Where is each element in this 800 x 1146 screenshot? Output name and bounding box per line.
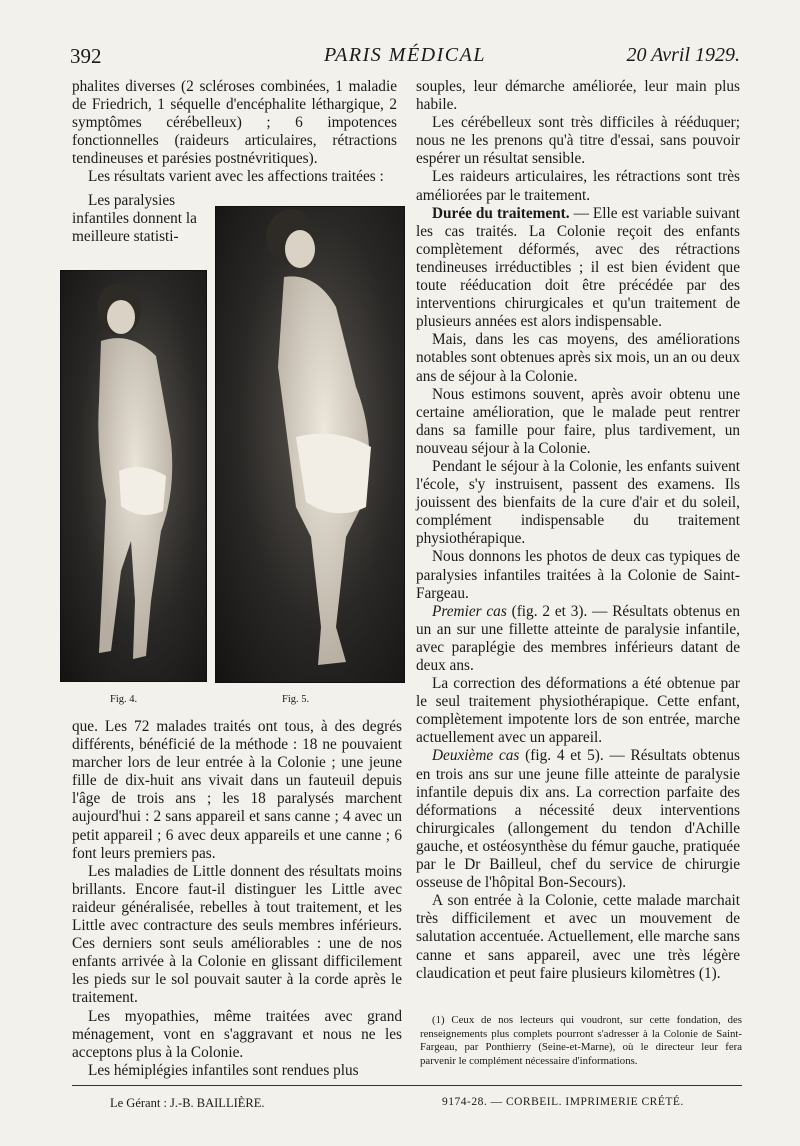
paragraph: Les paralysies infantiles donnent la meilleure statisti- <box>72 192 197 246</box>
footer-rule <box>72 1085 742 1086</box>
paragraph: A son entrée à la Colonie, cette malade marchait très difficilement et avec un mouvement de salutation accentuée. Actuellement, elle marche sans canne et sans appareil, avec une très légère claudication et peut faire plusieurs kilomètres (1). <box>416 892 740 982</box>
paragraph: Mais, dans les cas moyens, des améliorations notables sont obtenues après six mois, un an ou deux ans de séjour à la Colonie. <box>416 331 740 385</box>
paragraph: Nous donnons les photos de deux cas typiques de paralysies infantiles traitées à la Colonie de Saint-Fargeau. <box>416 548 740 602</box>
right-column <box>416 78 740 983</box>
figure-5-caption: Fig. 5. <box>282 694 310 705</box>
paragraph: La correction des déformations a été obtenue par le seul traitement physiothérapique. Cette enfant, complètement impotente lors de son entrée, marche actuellement avec un appareil. <box>416 675 740 747</box>
paragraph: que. Les 72 malades traités ont tous, à des degrés différents, bénéficié de la méthode : 18 ne pouvaient marcher lors de leur entrée à la Colonie ; une jeune fille de dix-huit ans vivait dans un fauteuil depuis l'âge de trois ans ; les 18 paralysés marchent aujourd'hui : 2 sans appareil et sans canne ; 4 avec un petit appareil ; 6 avec deux appareils et une canne ; 6 font leurs premiers pas. <box>72 718 402 862</box>
figure-5-photo <box>215 206 405 683</box>
case-heading: Deuxième cas <box>432 747 520 765</box>
paragraph: souples, leur démarche améliorée, leur main plus habile. <box>416 78 740 114</box>
footnote <box>420 1014 742 1068</box>
paragraph: Pendant le séjour à la Colonie, les enfants suivent l'école, s'y instruisent, passent des examens. Ils jouissent des bienfaits de la cure d'air et du soleil, complément indispensable du traitement physiothérapique. <box>416 457 740 548</box>
paragraph: Premier cas (fig. 2 et 3). — Résultats obtenus en un an sur une fillette atteinte de paralysie infantile, avec paraplégie des membres inférieurs datant de deux ans. <box>416 602 740 674</box>
standing-girl-figure <box>61 271 206 681</box>
footer-printer: 9174-28. — CORBEIL. IMPRIMERIE CRÉTÉ. <box>442 1096 684 1108</box>
paragraph: Les cérébelleux sont très difficiles à rééduquer; nous ne les prenons qu'à titre d'essai, sans pouvoir espérer un résultat sensible. <box>416 114 740 168</box>
figure-4-caption: Fig. 4. <box>110 694 138 705</box>
left-column-bottom <box>72 718 402 1080</box>
paragraph: Les résultats varient avec les affections traitées : <box>88 168 384 186</box>
journal-title: PARIS MÉDICAL <box>324 44 486 66</box>
paragraph: Durée du traitement. — Elle est variable suivant les cas traités. La Colonie reçoit des enfants complètement déformés, avec des rétractions tendineuses irréductibles ; il est bien évident que toute rééducation doit être précédée par des interventions chirurgicales et qu'un traitement de plusieurs années est alors indispensable. <box>416 204 740 331</box>
paragraph: Les myopathies, même traitées avec grand ménagement, vont en s'aggravant et nous ne les acceptons plus à la Colonie. <box>72 1007 402 1061</box>
left-column-top <box>72 78 397 187</box>
paragraph: Les hémiplégies infantiles sont rendues plus <box>88 1061 359 1079</box>
footer-gerant: Le Gérant : J.-B. BAILLIÈRE. <box>110 1096 265 1110</box>
paragraph: Deuxième cas (fig. 4 et 5). — Résultats obtenus en trois ans sur une jeune fille atteinte de paralysie infantile depuis dix ans. La correction parfaite des déformations a nécessité deux interventions chirurgicales (allongement du tendon d'Achille gauche, et ostéosynthèse du fémur gauche, pratiquée par le Dr Bailleul, chef du service de chirurgie osseuse de l'hôpital Bon-Secours). <box>416 747 741 892</box>
issue-date: 20 Avril 1929. <box>626 44 740 66</box>
paragraph: Nous estimons souvent, après avoir obtenu une certaine amélioration, que le malade peut rentrer dans sa famille pour faire, plus tardivement, un nouveau séjour à la Colonie. <box>416 385 740 457</box>
footnote-text: (1) Ceux de nos lecteurs qui voudront, sur cette fondation, des renseignements plus complets pourront s'adresser à la Colonie de Saint-Fargeau, par Ponthierry (Seine-et-Marne), où le directeur leur fera parvenir le complément nécessaire d'informations. <box>420 1014 742 1067</box>
case-heading: Premier cas <box>432 602 507 620</box>
wrapped-text <box>72 192 210 246</box>
page-header <box>70 44 740 74</box>
figure-4-photo <box>60 270 207 682</box>
paragraph: phalites diverses (2 scléroses combinées, 1 maladie de Friedrich, 1 séquelle d'encéphalite léthargique, 2 symptômes cérébelleux) ; 6 impotences fonctionnelles (raideurs articulaires, rétractions tendineuses et parésies postnévritiques). <box>72 78 397 168</box>
page-number: 392 <box>70 44 102 68</box>
section-heading: Durée du traitement. <box>432 204 570 222</box>
standing-girl-profile-figure <box>216 207 404 682</box>
paragraph: Les maladies de Little donnent des résultats moins brillants. Encore faut-il distinguer les Little avec raideur généralisée, rebelles à tout traitement, et les Little avec contracture des seuls membres inférieurs. Ces derniers sont seuls améliorables : une de nos enfants arrivée à la Colonie en glissant difficilement les pieds sur le sol pouvait sauter à la corde après le traitement. <box>72 862 402 1007</box>
paragraph: Les raideurs articulaires, les rétractions sont très améliorées par le traitement. <box>416 168 740 204</box>
